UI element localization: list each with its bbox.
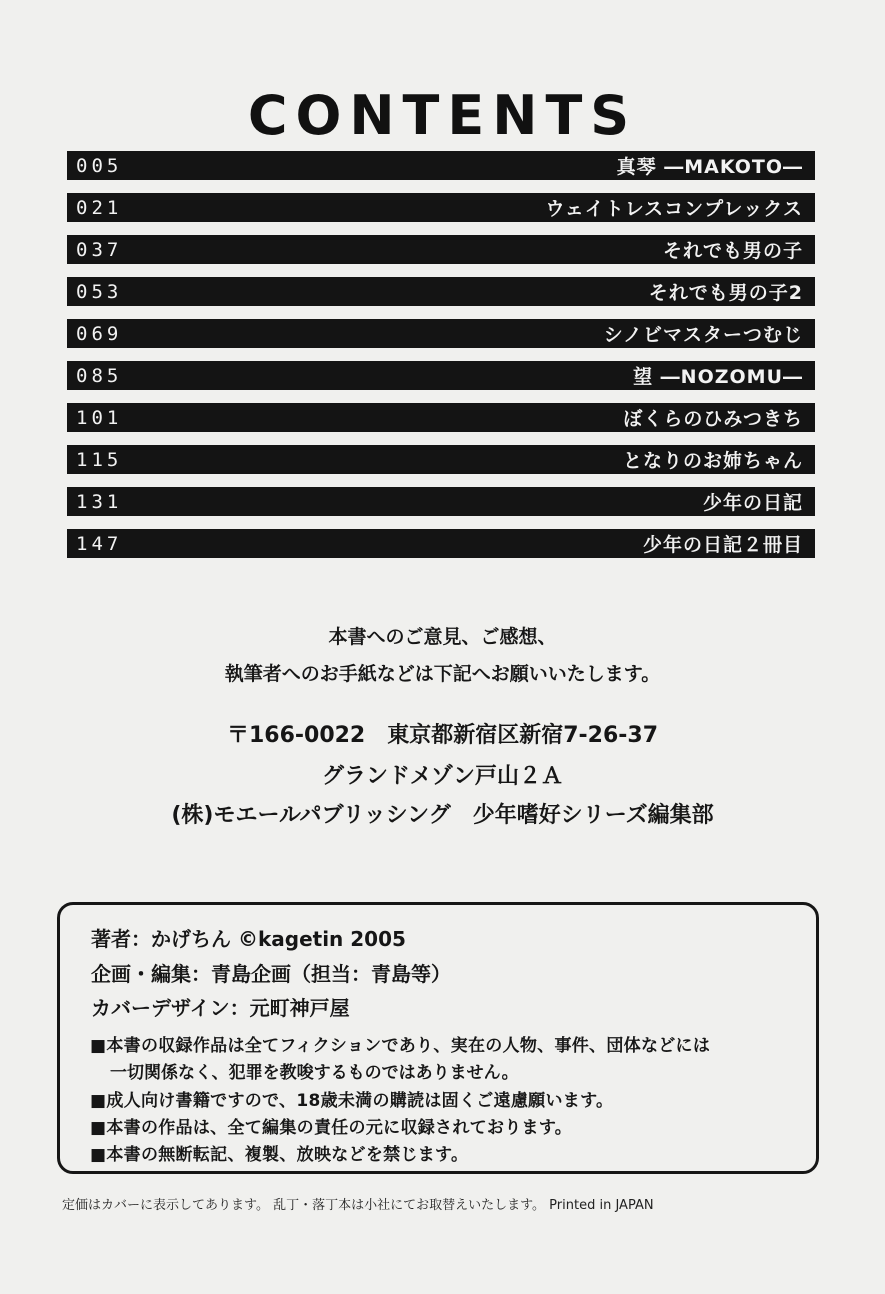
toc-page-number: 131 bbox=[76, 490, 123, 513]
fiction-disclaimer-cont: 一切関係なく、犯罪を教唆するものではありません。 bbox=[110, 1063, 519, 1083]
editorial-notice: ■本書の作品は、全て編集の責任の元に収録されております。 bbox=[90, 1118, 573, 1138]
feedback-notice-line-2: 執筆者へのお手紙などは下記へお願いいたします。 bbox=[224, 663, 661, 685]
cover-design-credit: カバーデザイン：元町神戸屋 bbox=[91, 996, 350, 1020]
toc-story-title: それでも男の子 bbox=[662, 240, 803, 262]
toc-page-number: 085 bbox=[76, 364, 123, 387]
toc-page-number: 005 bbox=[76, 154, 123, 177]
author-credit: 著者：かげちん ©kagetin 2005 bbox=[91, 927, 406, 951]
page-title: CONTENTS bbox=[247, 84, 638, 147]
toc-story-title: シノビマスターつむじ bbox=[603, 324, 803, 346]
toc-story-title: 少年の日記２冊目 bbox=[642, 534, 803, 556]
toc-row bbox=[67, 193, 815, 222]
fiction-disclaimer: ■本書の収録作品は全てフィクションであり、実在の人物、事件、団体などには bbox=[90, 1036, 711, 1056]
planning-credit: 企画・編集：青島企画（担当：青島等） bbox=[91, 962, 451, 986]
toc-row bbox=[67, 529, 815, 558]
toc-row bbox=[67, 487, 815, 516]
toc-row bbox=[67, 403, 815, 432]
toc-page-number: 021 bbox=[76, 196, 123, 219]
toc-story-title: それでも男の子2 bbox=[648, 282, 803, 304]
toc-row bbox=[67, 151, 815, 180]
toc-story-title: 真琴 ―MAKOTO― bbox=[616, 156, 803, 178]
toc-story-title: 望 ―NOZOMU― bbox=[633, 366, 803, 388]
postal-address: 〒166-0022 東京都新宿区新宿7-26-37 bbox=[226, 723, 659, 748]
toc-row bbox=[67, 361, 815, 390]
publisher-department: (株)モエールパブリッシング 少年嗜好シリーズ編集部 bbox=[171, 803, 714, 828]
toc-page-number: 069 bbox=[76, 322, 123, 345]
toc-page-number: 115 bbox=[76, 448, 123, 471]
price-footer: 定価はカバーに表示してあります。 乱丁・落丁本は小社にてお取替えいたします。 Printed in JAPAN bbox=[62, 1198, 654, 1213]
toc-story-title: ぼくらのひみつきち bbox=[623, 408, 803, 430]
toc-row bbox=[67, 319, 815, 348]
toc-page-number: 037 bbox=[76, 238, 123, 261]
contents-list bbox=[67, 151, 815, 571]
toc-page-number: 053 bbox=[76, 280, 123, 303]
building-name: グランドメゾン戸山２Ａ bbox=[321, 764, 564, 789]
toc-story-title: ウェイトレスコンプレックス bbox=[545, 198, 803, 220]
toc-page-number: 101 bbox=[76, 406, 123, 429]
copyright-notice: ■本書の無断転記、複製、放映などを禁じます。 bbox=[90, 1145, 469, 1165]
toc-story-title: 少年の日記 bbox=[702, 492, 803, 514]
toc-row bbox=[67, 445, 815, 474]
credits-box bbox=[57, 902, 819, 1174]
toc-row bbox=[67, 235, 815, 264]
age-restriction-notice: ■成人向け書籍ですので、18歳未満の購読は固くご遠慮願います。 bbox=[90, 1091, 614, 1111]
toc-story-title: となりのお姉ちゃん bbox=[622, 450, 803, 472]
toc-row bbox=[67, 277, 815, 306]
feedback-notice-line-1: 本書へのご意見、ご感想、 bbox=[328, 626, 557, 648]
toc-page-number: 147 bbox=[76, 532, 123, 555]
